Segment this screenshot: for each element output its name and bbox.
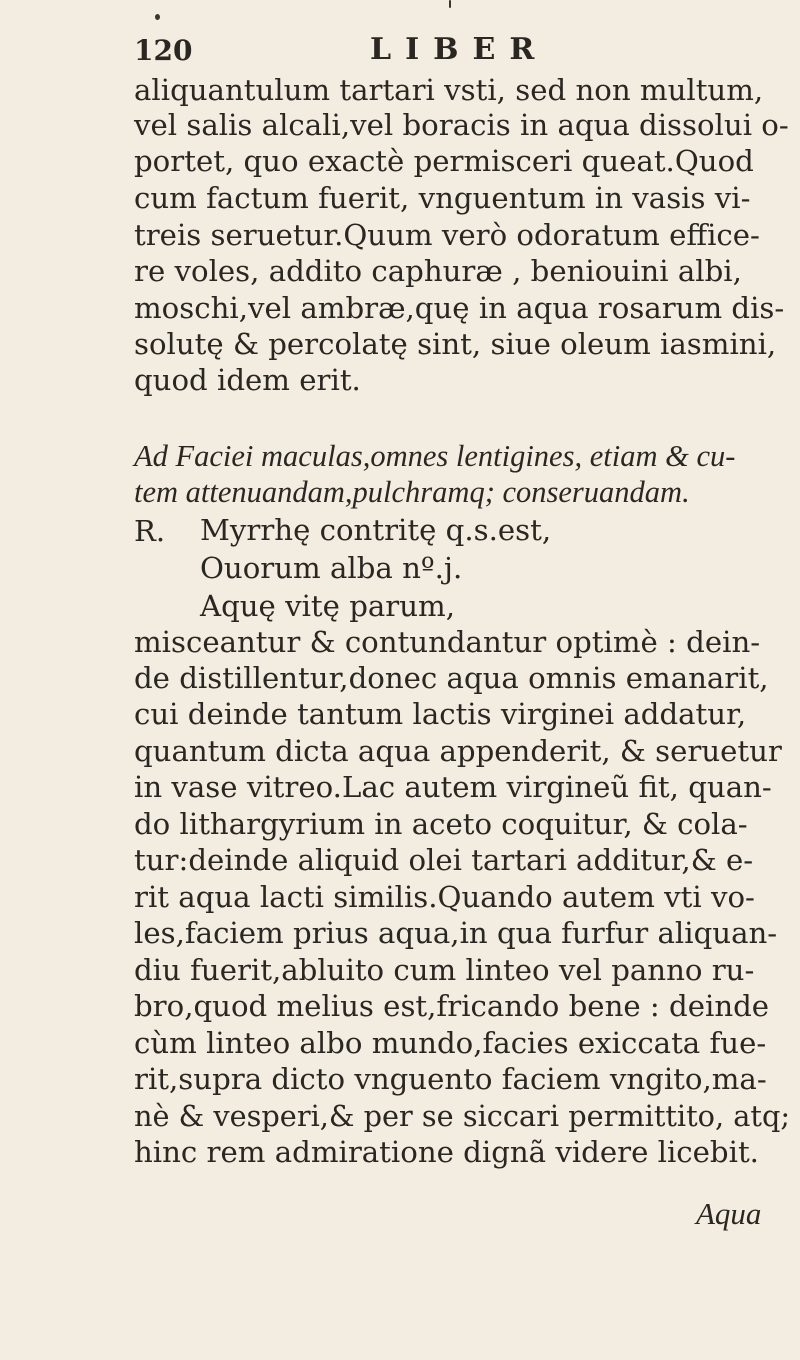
page-number: 120 (134, 34, 193, 67)
text-line: de distillentur,donec aqua omnis emanarit, (134, 661, 769, 695)
text-line: misceantur & contundantur optimè : dein- (134, 625, 761, 659)
running-head: LIBER (370, 32, 549, 67)
text-line: in vase vitreo.Lac autem virgineũ fit, quan- (134, 770, 772, 804)
ingredient-line: Myrrhę contritę q.s.est, (200, 513, 552, 547)
text-line: aliquantulum tartari vsti, sed non multum, (134, 73, 764, 107)
text-line: quod idem erit. (134, 363, 361, 397)
text-line: re voles, addito caphuræ , beniouini albi, (134, 254, 742, 288)
section-heading-line: Ad Faciei maculas,omnes lentigines, etiam & cu- (134, 439, 736, 473)
text-line: solutę & percolatę sint, siue oleum iasmini, (134, 327, 777, 361)
catchword: Aqua (696, 1196, 762, 1231)
page-header (134, 30, 694, 70)
text-line: bro,quod melius est,fricando bene : deinde (134, 989, 770, 1023)
text-line: diu fuerit,abluito cum linteo vel panno ru- (134, 953, 755, 987)
text-line: portet, quo exactè permisceri queat.Quod (134, 144, 754, 178)
text-line: vel salis alcali,vel boracis in aqua dissolui o- (134, 108, 789, 142)
ingredient-line: Aquę vitę parum, (200, 589, 456, 623)
ink-speck (155, 14, 160, 20)
ingredient-line: Ouorum alba nº.j. (200, 551, 463, 585)
ink-speck (449, 0, 451, 8)
text-line: cui deinde tantum lactis virginei addatur, (134, 697, 747, 731)
text-line: tur:deinde aliquid olei tartari additur,& e- (134, 843, 754, 877)
text-line: treis seruetur.Quum verò odoratum effice- (134, 218, 760, 252)
text-line: cùm linteo albo mundo,facies exiccata fue- (134, 1026, 767, 1060)
text-line: do lithargyrium in aceto coquitur, & cola- (134, 807, 748, 841)
text-line: rit,supra dicto vnguento faciem vngito,ma- (134, 1062, 767, 1096)
recipe-sign: R. (134, 514, 166, 548)
text-line: hinc rem admiratione dignã videre licebit. (134, 1135, 759, 1169)
text-line: cum factum fuerit, vnguentum in vasis vi- (134, 181, 751, 215)
text-line: nè & vesperi,& per se siccari permittito, atq; (134, 1099, 791, 1133)
text-line: rit aqua lacti similis.Quando autem vti vo- (134, 880, 755, 914)
text-line: quantum dicta aqua appenderit, & seruetur (134, 734, 782, 768)
text-line: les,faciem prius aqua,in qua furfur aliquan- (134, 916, 778, 950)
text-line: moschi,vel ambræ,quę in aqua rosarum dis- (134, 291, 785, 325)
section-heading-line: tem attenuandam,pulchramq; conseruandam. (134, 475, 690, 509)
